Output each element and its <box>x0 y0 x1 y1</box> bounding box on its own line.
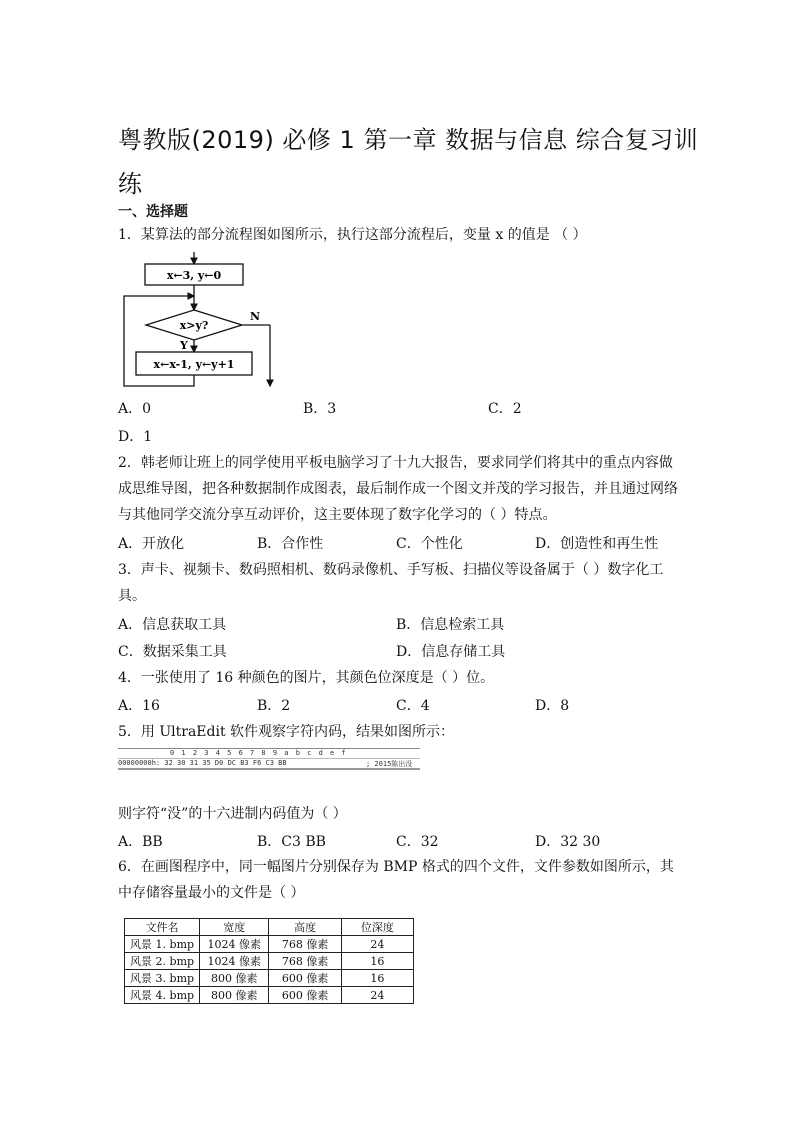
q4-option-c[interactable]: C．4 <box>396 698 430 714</box>
table-cell: 1024 像素 <box>200 936 269 953</box>
table-cell: 24 <box>341 987 413 1004</box>
table-cell: 风景 2. bmp <box>125 953 200 970</box>
page-title: 粤教版(2019) 必修 1 第一章 数据与信息 综合复习训练 <box>118 126 699 198</box>
q1-option-a[interactable]: A．0 <box>118 401 152 417</box>
q2-option-c[interactable]: C．个性化 <box>396 536 463 552</box>
question-1-text: 1．某算法的部分流程图如图所示，执行这部分流程后，变量 x 的值是 （ ） <box>118 227 587 243</box>
table-header: 高度 <box>269 919 341 936</box>
q4-option-b[interactable]: B．2 <box>257 698 291 714</box>
table-cell: 600 像素 <box>269 970 341 987</box>
ultraedit-figure <box>118 748 420 770</box>
ultraedit-hex-row: 00000000h: 32 30 31 35 D0 DC B3 F6 C3 BB <box>118 759 287 767</box>
q5-option-d[interactable]: D．32 30 <box>535 834 601 850</box>
q5-option-b[interactable]: B．C3 BB <box>257 834 326 850</box>
table-cell: 800 像素 <box>200 987 269 1004</box>
table-cell: 800 像素 <box>200 970 269 987</box>
q1-option-c[interactable]: C．2 <box>488 401 522 417</box>
question-4-text: 4．一张使用了 16 种颜色的图片，其颜色位深度是（ ）位。 <box>118 670 495 686</box>
question-3-text: 3．声卡、视频卡、数码照相机、数码录像机、手写板、扫描仪等设备属于（ ）数字化工具。 <box>118 562 664 604</box>
flow-init-label: x←3, y←0 <box>166 269 222 282</box>
table-cell: 768 像素 <box>269 936 341 953</box>
flowchart-figure <box>118 248 278 390</box>
q5-option-a[interactable]: A．BB <box>118 834 163 850</box>
table-header: 宽度 <box>200 919 269 936</box>
flow-yes-label: Y <box>180 339 188 352</box>
table-cell: 16 <box>341 953 413 970</box>
file-params-table <box>124 918 414 1004</box>
table-cell: 768 像素 <box>269 953 341 970</box>
q1-option-d[interactable]: D．1 <box>118 429 153 445</box>
flow-no-label: N <box>250 310 261 323</box>
q2-option-b[interactable]: B．合作性 <box>257 536 324 552</box>
table-cell: 600 像素 <box>269 987 341 1004</box>
table-row <box>125 970 414 987</box>
q4-option-a[interactable]: A．16 <box>118 698 160 714</box>
table-cell: 16 <box>341 970 413 987</box>
table-cell: 风景 1. bmp <box>125 936 200 953</box>
table-header: 文件名 <box>125 919 200 936</box>
q3-option-d[interactable]: D．信息存储工具 <box>396 644 506 660</box>
table-cell: 24 <box>341 936 413 953</box>
q4-option-d[interactable]: D．8 <box>535 698 570 714</box>
question-2-text: 2．韩老师让班上的同学使用平板电脑学习了十九大报告，要求同学们将其中的重点内容做成思维导图，把各种数据制作成图表，最后制作成一个图文并茂的学习报告，并且通过网络与其他同学交流分享互动评价，这主要体现了数字化学习的（ ）特点。 <box>118 455 678 523</box>
question-6-text: 6．在画图程序中，同一幅图片分别保存为 BMP 格式的四个文件，文件参数如图所示，其中存储容量最小的文件是（ ） <box>118 859 674 901</box>
q1-option-b[interactable]: B．3 <box>303 401 337 417</box>
table-row <box>125 953 414 970</box>
ultraedit-column-header: 0 1 2 3 4 5 6 7 8 9 a b c d e f <box>170 749 348 757</box>
ultraedit-text-column: ; 2015陈出没 <box>366 760 413 768</box>
table-header-row <box>125 919 414 936</box>
table-header: 位深度 <box>341 919 413 936</box>
flow-body-label: x←x-1, y←y+1 <box>153 358 235 371</box>
q2-option-d[interactable]: D．创造性和再生性 <box>535 536 659 552</box>
q3-option-b[interactable]: B．信息检索工具 <box>396 617 505 633</box>
question-5-text: 5．用 UltraEdit 软件观察字符内码，结果如图所示： <box>118 724 455 740</box>
q3-option-a[interactable]: A．信息获取工具 <box>118 617 227 633</box>
q5-option-c[interactable]: C．32 <box>396 834 439 850</box>
section-heading: 一、选择题 <box>118 204 188 220</box>
q2-option-a[interactable]: A．开放化 <box>118 536 185 552</box>
table-cell: 风景 3. bmp <box>125 970 200 987</box>
table-row <box>125 987 414 1004</box>
flow-decision-label: x>y? <box>179 319 209 332</box>
table-cell: 1024 像素 <box>200 953 269 970</box>
question-5-subtext: 则字符“没”的十六进制内码值为（ ） <box>118 806 347 822</box>
table-cell: 风景 4. bmp <box>125 987 200 1004</box>
q3-option-c[interactable]: C．数据采集工具 <box>118 644 227 660</box>
table-row <box>125 936 414 953</box>
